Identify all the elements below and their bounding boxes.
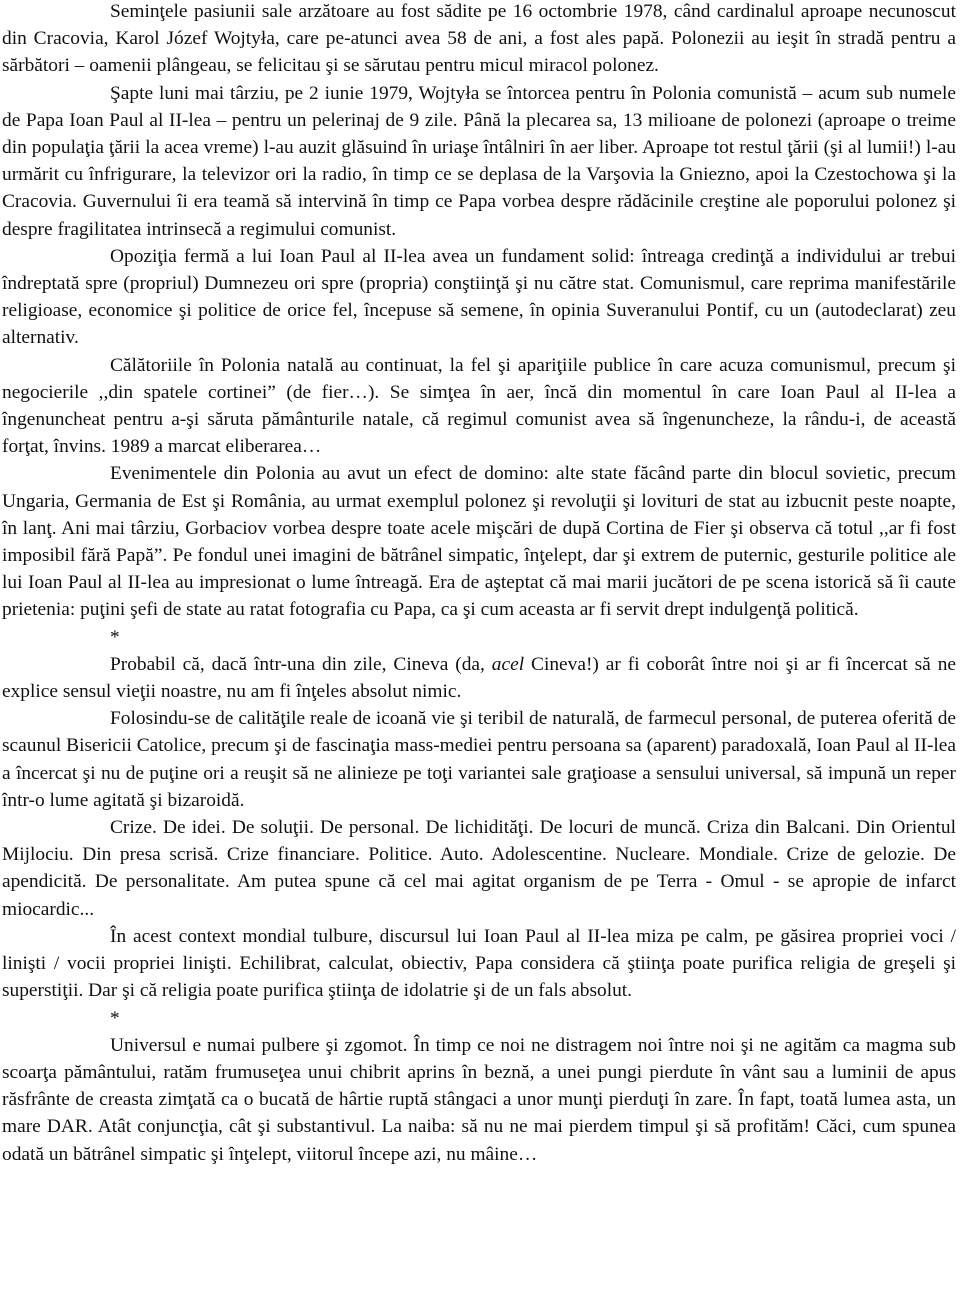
section-separator-2: *	[110, 1007, 120, 1029]
paragraph-6-emphasis: acel	[491, 653, 525, 675]
paragraph-1: Seminţele pasiunii sale arzătoare au fost sădite pe 16 octombrie 1978, când cardinalul aproape necunoscut din Cracovia, Karol Józef Wojtyła, care pe-atunci avea 58 de ani, a fost ales papă. Polonezii au ieşit în stradă pentru a sărbători – oamenii plângeau, se felicitau şi se sărutau pentru micul miracol polonez.	[2, 1, 956, 77]
paragraph-10: Universul e numai pulbere şi zgomot. În timp ce noi ne distragem noi între noi şi ne agităm ca magma sub scoarţa pământului, ratăm frumuseţea unui chibrit aprins în beznă, a unei pungi pierdute în vânt sau a luminii de apus răsfrânte de creasta zimţată ca o bucată de hârtie ruptă stângaci a unor munţi pierduţi în zare. În fapt, toată lumea asta, un mare DAR. Atât conjuncţia, cât şi substantivul. La naiba: să nu ne mai pierdem timpul şi să profităm! Căci, cum spunea odată un bătrânel simpatic şi înţelept, viitorul începe azi, nu mâine…	[2, 1034, 956, 1165]
paragraph-8: Crize. De idei. De soluţii. De personal. De lichidităţi. De locuri de muncă. Criza din Balcani. Din Orientul Mijlociu. Din presa scrisă. Crize financiare. Politice. Auto. Adolescentine. Nucleare. Mondiale. Crize de gelozie. De apendicită. De personalitate. Am putea spune că cel mai agitat organism de pe Terra - Omul - se apropie de infarct miocardic...	[2, 817, 956, 920]
paragraph-4: Călătoriile în Polonia natală au continuat, la fel şi apariţiile publice în care acuza comunismul, precum şi negocierile ,,din spatele cortinei” (de fier…). Se simţea în aer, încă din momentul în care Ioan Paul al II-lea a îngenuncheat pentru a-şi săruta pământurile natale, că regimul comunist avea să îngenuncheze, la rându-i, de această forţat, învins. 1989 a marcat eliberarea…	[2, 354, 956, 458]
paragraph-6-text-after: Cineva!) ar fi coborât între noi şi ar fi încercat să ne explice sensul vieţii noastre, nu am fi înţeles absolut nimic.	[2, 653, 956, 703]
paragraph-7: Folosindu-se de calităţile reale de icoană vie şi teribil de naturală, de farmecul personal, de puterea oferită de scaunul Bisericii Catolice, precum şi de fascinaţia mass-mediei pentru persoana sa (aparent) paradoxală, Ioan Paul al II-lea a încercat şi nu de puţine ori a reuşit să ne alinieze pe toţi variantei sale graţioase a sensului universal, să impună un reper într-o lume agitată şi bizaroidă.	[2, 708, 956, 811]
paragraph-2: Şapte luni mai târziu, pe 2 iunie 1979, Wojtyła se întorcea pentru în Polonia comunistă – acum sub numele de Papa Ioan Paul al II-lea – pentru un pelerinaj de 9 zile. Până la plecarea sa, 13 milioane de polonezi (aproape o treime din populaţia ţării la acea vreme) l-au auzit glăsuind în uriaşe întâlniri în aer liber. Aproape tot restul ţării (şi al lumii!) l-au urmărit cu înfrigurare, la televizor ori la radio, în timp ce se deplasa de la Varşovia la Gniezno, apoi la Czestochowa şi la Cracovia. Guvernului îi era teamă să intervină în timp ce Papa vorbea despre rădăcinile creştine ale poporului polonez şi despre fragilitatea intrinsecă a regimului comunist.	[2, 82, 956, 240]
paragraph-6	[2, 651, 956, 705]
paragraph-9: În acest context mondial tulbure, discursul lui Ioan Paul al II-lea miza pe calm, pe găsirea propriei voci / linişti / vocii propriei linişti. Echilibrat, calculat, obiectiv, Papa considera că ştiinţa poate purifica religia de greşeli şi superstiţii. Dar şi că religia poate purifica ştiinţa de idolatrie şi de un fals absolut.	[2, 925, 956, 1002]
paragraph-5: Evenimentele din Polonia au avut un efect de domino: alte state făcând parte din blocul sovietic, precum Ungaria, Germania de Est şi România, au urmat exemplul polonez şi revoluţii şi lovituri de stat au izbucnit peste noapte, în lanţ. Ani mai târziu, Gorbaciov vorbea despre toate acele mişcări de după Cortina de Fier şi observa că totul ,,ar fi fost imposibil fără Papă”. Pe fondul unei imagini de bătrânel simpatic, înţelept, dar şi extrem de puternic, gesturile politice ale lui Ioan Paul al II-lea au impresionat o lume întreagă. Era de aşteptat că mai marii jucători de pe scena istorică să îi caute prietenia: puţini şefi de state au ratat fotografia cu Papa, ca şi cum aceasta ar fi servit drept indulgenţă politică.	[2, 463, 956, 621]
paragraph-6-text-before: Probabil că, dacă într-una din zile, Cineva (da,	[110, 653, 492, 675]
paragraph-3: Opoziţia fermă a lui Ioan Paul al II-lea avea un fundament solid: întreaga credinţă a individului ar trebui îndreptată spre (propriul) Dumnezeu ori spre (propria) conştiinţă şi nu către stat. Comunismul, care reprima manifestările religioase, economice şi politice de orice fel, începuse să semene, în opinia Suveranului Pontif, cu un (autodeclarat) zeu alternativ.	[2, 245, 956, 349]
section-separator-1: *	[110, 626, 120, 648]
